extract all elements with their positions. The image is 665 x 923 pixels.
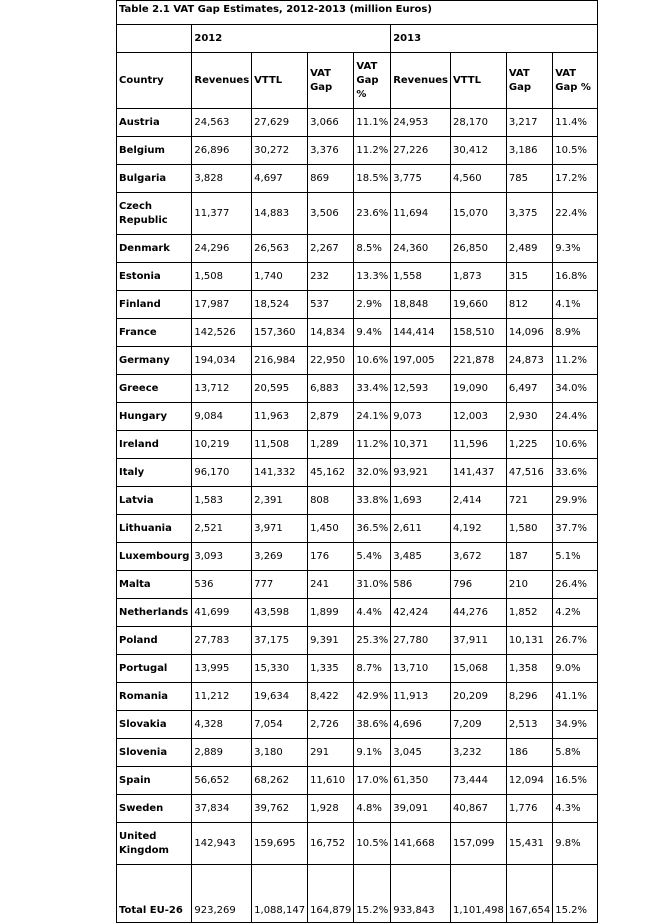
year-header-2012: 2012 — [192, 25, 391, 53]
table-row — [117, 543, 598, 571]
cell-country: Portugal — [117, 655, 192, 683]
cell-vat-gap-pct-2012: 31.0% — [354, 571, 391, 599]
cell-vat-gap-2013: 315 — [506, 263, 552, 291]
cell-vat-gap-2012: 16,752 — [308, 823, 354, 865]
cell-vat-gap-pct-2013: 33.6% — [553, 459, 598, 487]
cell-vat-gap-2012: 1,928 — [308, 795, 354, 823]
cell-vttl-2013: 4,560 — [450, 165, 506, 193]
cell-vttl-2012: 30,272 — [252, 137, 308, 165]
cell-vat-gap-2012: 1,289 — [308, 431, 354, 459]
cell-country: Greece — [117, 375, 192, 403]
cell-country: Lithuania — [117, 515, 192, 543]
cell-revenues-2013: 3,775 — [391, 165, 451, 193]
cell-vttl-2012: 141,332 — [252, 459, 308, 487]
cell-vat-gap-2013: 12,094 — [506, 767, 552, 795]
cell-vat-gap-2012: 291 — [308, 739, 354, 767]
cell-vttl-2013: 3,672 — [450, 543, 506, 571]
cell-vat-gap-pct-2012: 9.1% — [354, 739, 391, 767]
cell-revenues-2013: 3,045 — [391, 739, 451, 767]
table-row — [117, 655, 598, 683]
cell-vttl-2013: 15,070 — [450, 193, 506, 235]
cell-vat-gap-pct-2012: 10.6% — [354, 347, 391, 375]
cell-revenues-2013: 144,414 — [391, 319, 451, 347]
cell-vttl-2012: 4,697 — [252, 165, 308, 193]
year-header-2013: 2013 — [391, 25, 598, 53]
cell-vat-gap-pct-2013: 11.4% — [553, 109, 598, 137]
cell-revenues-2012: 56,652 — [192, 767, 252, 795]
cell-vttl-2012: 37,175 — [252, 627, 308, 655]
cell-vat-gap-pct-2012: 36.5% — [354, 515, 391, 543]
cell-vat-gap-pct-2013: 17.2% — [553, 165, 598, 193]
cell-country: France — [117, 319, 192, 347]
cell-vat-gap-pct-2013: 37.7% — [553, 515, 598, 543]
cell-vttl-2012: 43,598 — [252, 599, 308, 627]
cell-vat-gap-pct-2013: 29.9% — [553, 487, 598, 515]
cell-vat-gap-pct-2012: 8.5% — [354, 235, 391, 263]
cell-vttl-2012: 14,883 — [252, 193, 308, 235]
cell-revenues-2013: 27,226 — [391, 137, 451, 165]
cell-vat-gap-pct-2013: 16.8% — [553, 263, 598, 291]
cell-revenues-2012: 4,328 — [192, 711, 252, 739]
cell-vat-gap-pct-2013: 16.5% — [553, 767, 598, 795]
cell-vat-gap-2013: 2,489 — [506, 235, 552, 263]
cell-revenues-2013: 1,558 — [391, 263, 451, 291]
cell-vttl-2012: 11,963 — [252, 403, 308, 431]
cell-vat-gap-pct-2012: 9.4% — [354, 319, 391, 347]
cell-vttl-2012: 159,695 — [252, 823, 308, 865]
cell-vttl-2013: 158,510 — [450, 319, 506, 347]
cell-vat-gap-pct-2013: 10.5% — [553, 137, 598, 165]
cell-revenues-2012: 96,170 — [192, 459, 252, 487]
cell-country: Latvia — [117, 487, 192, 515]
total-vttl-2012: 1,088,147 — [252, 865, 308, 923]
cell-revenues-2012: 10,219 — [192, 431, 252, 459]
cell-country: Slovakia — [117, 711, 192, 739]
cell-vttl-2012: 2,391 — [252, 487, 308, 515]
cell-vat-gap-2013: 14,096 — [506, 319, 552, 347]
cell-vat-gap-2012: 1,450 — [308, 515, 354, 543]
table-row — [117, 627, 598, 655]
cell-vat-gap-2012: 2,726 — [308, 711, 354, 739]
cell-vat-gap-pct-2012: 17.0% — [354, 767, 391, 795]
cell-vat-gap-pct-2013: 34.9% — [553, 711, 598, 739]
table-row — [117, 291, 598, 319]
cell-vat-gap-pct-2012: 13.3% — [354, 263, 391, 291]
table-row — [117, 109, 598, 137]
cell-vttl-2012: 7,054 — [252, 711, 308, 739]
cell-vttl-2012: 1,740 — [252, 263, 308, 291]
cell-vat-gap-2012: 3,506 — [308, 193, 354, 235]
cell-country: Romania — [117, 683, 192, 711]
cell-vat-gap-pct-2013: 4.2% — [553, 599, 598, 627]
cell-country: Finland — [117, 291, 192, 319]
cell-vttl-2013: 141,437 — [450, 459, 506, 487]
cell-country: Czech Republic — [117, 193, 192, 235]
cell-vat-gap-2013: 1,225 — [506, 431, 552, 459]
table-row — [117, 599, 598, 627]
cell-vttl-2013: 7,209 — [450, 711, 506, 739]
cell-vttl-2012: 19,634 — [252, 683, 308, 711]
cell-vat-gap-pct-2012: 8.7% — [354, 655, 391, 683]
cell-vat-gap-2013: 1,852 — [506, 599, 552, 627]
cell-revenues-2013: 4,696 — [391, 711, 451, 739]
cell-vat-gap-pct-2013: 22.4% — [553, 193, 598, 235]
cell-vat-gap-pct-2012: 11.2% — [354, 431, 391, 459]
cell-revenues-2012: 2,889 — [192, 739, 252, 767]
header-vttl-2013: VTTL — [450, 53, 506, 109]
cell-vat-gap-2012: 537 — [308, 291, 354, 319]
cell-vat-gap-pct-2013: 8.9% — [553, 319, 598, 347]
total-row — [117, 865, 598, 923]
cell-country: Belgium — [117, 137, 192, 165]
cell-vat-gap-pct-2012: 24.1% — [354, 403, 391, 431]
cell-vat-gap-2012: 3,376 — [308, 137, 354, 165]
table-row — [117, 515, 598, 543]
table-title: Table 2.1 VAT Gap Estimates, 2012-2013 (million Euros) — [117, 1, 598, 25]
cell-vat-gap-pct-2012: 4.4% — [354, 599, 391, 627]
table-row — [117, 165, 598, 193]
cell-revenues-2013: 141,668 — [391, 823, 451, 865]
cell-vttl-2013: 3,232 — [450, 739, 506, 767]
cell-revenues-2012: 2,521 — [192, 515, 252, 543]
cell-revenues-2013: 42,424 — [391, 599, 451, 627]
cell-revenues-2013: 11,694 — [391, 193, 451, 235]
cell-vat-gap-pct-2012: 32.0% — [354, 459, 391, 487]
cell-vttl-2013: 28,170 — [450, 109, 506, 137]
cell-vat-gap-2012: 14,834 — [308, 319, 354, 347]
cell-country: Denmark — [117, 235, 192, 263]
cell-vat-gap-pct-2012: 33.4% — [354, 375, 391, 403]
table-row — [117, 263, 598, 291]
cell-vat-gap-2012: 8,422 — [308, 683, 354, 711]
cell-country: Germany — [117, 347, 192, 375]
cell-vat-gap-pct-2013: 9.3% — [553, 235, 598, 263]
cell-vttl-2013: 12,003 — [450, 403, 506, 431]
cell-vttl-2012: 39,762 — [252, 795, 308, 823]
cell-revenues-2012: 142,526 — [192, 319, 252, 347]
cell-vat-gap-2013: 47,516 — [506, 459, 552, 487]
cell-vat-gap-pct-2012: 10.5% — [354, 823, 391, 865]
cell-revenues-2012: 37,834 — [192, 795, 252, 823]
cell-revenues-2013: 13,710 — [391, 655, 451, 683]
cell-vat-gap-2013: 8,296 — [506, 683, 552, 711]
cell-revenues-2013: 27,780 — [391, 627, 451, 655]
cell-vat-gap-2012: 11,610 — [308, 767, 354, 795]
cell-vat-gap-pct-2013: 5.8% — [553, 739, 598, 767]
cell-revenues-2012: 27,783 — [192, 627, 252, 655]
table-row — [117, 319, 598, 347]
cell-vttl-2012: 18,524 — [252, 291, 308, 319]
cell-vttl-2013: 26,850 — [450, 235, 506, 263]
cell-revenues-2013: 197,005 — [391, 347, 451, 375]
cell-vttl-2013: 73,444 — [450, 767, 506, 795]
cell-vat-gap-pct-2013: 26.4% — [553, 571, 598, 599]
cell-country: Ireland — [117, 431, 192, 459]
table-row — [117, 711, 598, 739]
cell-vat-gap-pct-2013: 24.4% — [553, 403, 598, 431]
cell-vat-gap-pct-2012: 4.8% — [354, 795, 391, 823]
cell-revenues-2012: 1,508 — [192, 263, 252, 291]
cell-vttl-2012: 3,269 — [252, 543, 308, 571]
cell-vttl-2013: 19,660 — [450, 291, 506, 319]
cell-vat-gap-2013: 186 — [506, 739, 552, 767]
cell-revenues-2012: 24,296 — [192, 235, 252, 263]
cell-country: Austria — [117, 109, 192, 137]
total-vttl-2013: 1,101,498 — [450, 865, 506, 923]
vat-gap-table — [116, 0, 598, 923]
cell-vat-gap-2012: 2,879 — [308, 403, 354, 431]
cell-vat-gap-2013: 1,580 — [506, 515, 552, 543]
table-row — [117, 459, 598, 487]
cell-country: Poland — [117, 627, 192, 655]
table-row — [117, 795, 598, 823]
cell-revenues-2013: 61,350 — [391, 767, 451, 795]
table-row — [117, 375, 598, 403]
cell-vttl-2012: 11,508 — [252, 431, 308, 459]
cell-vat-gap-pct-2013: 11.2% — [553, 347, 598, 375]
header-country: Country — [117, 53, 192, 109]
cell-revenues-2012: 26,896 — [192, 137, 252, 165]
cell-vttl-2013: 11,596 — [450, 431, 506, 459]
cell-vttl-2012: 777 — [252, 571, 308, 599]
cell-revenues-2012: 3,828 — [192, 165, 252, 193]
cell-revenues-2013: 586 — [391, 571, 451, 599]
cell-vat-gap-2012: 45,162 — [308, 459, 354, 487]
cell-vttl-2013: 1,873 — [450, 263, 506, 291]
cell-vttl-2013: 221,878 — [450, 347, 506, 375]
total-vat-gap-pct-2012: 15.2% — [354, 865, 391, 923]
cell-vat-gap-2012: 3,066 — [308, 109, 354, 137]
table-row — [117, 431, 598, 459]
cell-revenues-2012: 9,084 — [192, 403, 252, 431]
cell-vat-gap-2013: 1,358 — [506, 655, 552, 683]
cell-country: Malta — [117, 571, 192, 599]
cell-vttl-2012: 157,360 — [252, 319, 308, 347]
header-vttl-2012: VTTL — [252, 53, 308, 109]
cell-vat-gap-2013: 2,930 — [506, 403, 552, 431]
cell-vat-gap-2012: 241 — [308, 571, 354, 599]
cell-vat-gap-2012: 232 — [308, 263, 354, 291]
table-row — [117, 767, 598, 795]
cell-revenues-2013: 2,611 — [391, 515, 451, 543]
cell-country: Netherlands — [117, 599, 192, 627]
cell-revenues-2013: 9,073 — [391, 403, 451, 431]
cell-vat-gap-pct-2013: 4.3% — [553, 795, 598, 823]
cell-revenues-2012: 536 — [192, 571, 252, 599]
cell-vat-gap-2013: 15,431 — [506, 823, 552, 865]
cell-revenues-2013: 24,360 — [391, 235, 451, 263]
table-row — [117, 235, 598, 263]
header-revenues-2013: Revenues — [391, 53, 451, 109]
table-row — [117, 571, 598, 599]
cell-revenues-2013: 18,848 — [391, 291, 451, 319]
cell-revenues-2012: 17,987 — [192, 291, 252, 319]
cell-vat-gap-2013: 3,375 — [506, 193, 552, 235]
cell-vttl-2013: 15,068 — [450, 655, 506, 683]
header-vat-gap-pct-2012: VAT Gap % — [354, 53, 391, 109]
year-spacer — [117, 25, 192, 53]
cell-vttl-2013: 37,911 — [450, 627, 506, 655]
cell-revenues-2013: 12,593 — [391, 375, 451, 403]
cell-vat-gap-2013: 1,776 — [506, 795, 552, 823]
cell-vat-gap-2013: 24,873 — [506, 347, 552, 375]
cell-vttl-2013: 796 — [450, 571, 506, 599]
cell-vat-gap-pct-2013: 9.0% — [553, 655, 598, 683]
total-vat-gap-2013: 167,654 — [506, 865, 552, 923]
cell-revenues-2012: 142,943 — [192, 823, 252, 865]
header-revenues-2012: Revenues — [192, 53, 252, 109]
cell-country: Bulgaria — [117, 165, 192, 193]
cell-vat-gap-2013: 187 — [506, 543, 552, 571]
cell-vat-gap-pct-2013: 5.1% — [553, 543, 598, 571]
cell-country: Estonia — [117, 263, 192, 291]
total-country: Total EU-26 — [117, 865, 192, 923]
cell-vat-gap-2012: 808 — [308, 487, 354, 515]
cell-revenues-2012: 11,212 — [192, 683, 252, 711]
table-container — [116, 0, 598, 923]
total-vat-gap-pct-2013: 15.2% — [553, 865, 598, 923]
cell-vat-gap-2012: 9,391 — [308, 627, 354, 655]
cell-vttl-2012: 20,595 — [252, 375, 308, 403]
cell-vat-gap-2013: 3,217 — [506, 109, 552, 137]
cell-vat-gap-2012: 22,950 — [308, 347, 354, 375]
cell-vttl-2013: 2,414 — [450, 487, 506, 515]
table-row — [117, 487, 598, 515]
cell-vttl-2013: 20,209 — [450, 683, 506, 711]
cell-vat-gap-2013: 6,497 — [506, 375, 552, 403]
table-row — [117, 347, 598, 375]
cell-vttl-2013: 4,192 — [450, 515, 506, 543]
table-row — [117, 823, 598, 865]
cell-vat-gap-2013: 3,186 — [506, 137, 552, 165]
cell-vat-gap-pct-2013: 9.8% — [553, 823, 598, 865]
cell-vat-gap-pct-2012: 11.1% — [354, 109, 391, 137]
cell-vat-gap-pct-2012: 33.8% — [354, 487, 391, 515]
cell-revenues-2013: 24,953 — [391, 109, 451, 137]
cell-vat-gap-2012: 176 — [308, 543, 354, 571]
cell-revenues-2012: 3,093 — [192, 543, 252, 571]
cell-country: United Kingdom — [117, 823, 192, 865]
cell-vat-gap-2013: 785 — [506, 165, 552, 193]
cell-vat-gap-2012: 6,883 — [308, 375, 354, 403]
header-vat-gap-2012: VAT Gap — [308, 53, 354, 109]
cell-vttl-2012: 27,629 — [252, 109, 308, 137]
cell-vttl-2012: 3,971 — [252, 515, 308, 543]
cell-revenues-2012: 24,563 — [192, 109, 252, 137]
cell-vat-gap-pct-2012: 11.2% — [354, 137, 391, 165]
cell-vttl-2013: 30,412 — [450, 137, 506, 165]
cell-revenues-2013: 1,693 — [391, 487, 451, 515]
cell-vat-gap-2013: 721 — [506, 487, 552, 515]
cell-vat-gap-pct-2013: 34.0% — [553, 375, 598, 403]
table-row — [117, 137, 598, 165]
cell-vat-gap-pct-2012: 38.6% — [354, 711, 391, 739]
total-revenues-2013: 933,843 — [391, 865, 451, 923]
total-revenues-2012: 923,269 — [192, 865, 252, 923]
cell-revenues-2012: 13,995 — [192, 655, 252, 683]
cell-vat-gap-2012: 1,335 — [308, 655, 354, 683]
cell-vttl-2013: 40,867 — [450, 795, 506, 823]
cell-revenues-2013: 11,913 — [391, 683, 451, 711]
cell-vat-gap-2013: 210 — [506, 571, 552, 599]
cell-country: Luxembourg — [117, 543, 192, 571]
cell-revenues-2013: 93,921 — [391, 459, 451, 487]
cell-revenues-2012: 13,712 — [192, 375, 252, 403]
cell-revenues-2012: 194,034 — [192, 347, 252, 375]
cell-vat-gap-pct-2012: 2.9% — [354, 291, 391, 319]
cell-vat-gap-2013: 812 — [506, 291, 552, 319]
cell-vat-gap-pct-2012: 25.3% — [354, 627, 391, 655]
cell-vat-gap-pct-2013: 4.1% — [553, 291, 598, 319]
cell-vat-gap-pct-2012: 5.4% — [354, 543, 391, 571]
header-vat-gap-pct-2013: VAT Gap % — [553, 53, 598, 109]
cell-vttl-2012: 3,180 — [252, 739, 308, 767]
table-row — [117, 739, 598, 767]
table-row — [117, 403, 598, 431]
cell-vat-gap-2013: 2,513 — [506, 711, 552, 739]
cell-vat-gap-2013: 10,131 — [506, 627, 552, 655]
cell-vat-gap-pct-2013: 41.1% — [553, 683, 598, 711]
cell-vttl-2013: 157,099 — [450, 823, 506, 865]
cell-revenues-2012: 11,377 — [192, 193, 252, 235]
cell-vttl-2013: 19,090 — [450, 375, 506, 403]
cell-vat-gap-pct-2012: 18.5% — [354, 165, 391, 193]
cell-revenues-2013: 10,371 — [391, 431, 451, 459]
total-vat-gap-2012: 164,879 — [308, 865, 354, 923]
cell-vttl-2012: 26,563 — [252, 235, 308, 263]
header-vat-gap-2013: VAT Gap — [506, 53, 552, 109]
cell-vttl-2012: 68,262 — [252, 767, 308, 795]
cell-vat-gap-pct-2012: 23.6% — [354, 193, 391, 235]
cell-vttl-2012: 216,984 — [252, 347, 308, 375]
cell-country: Slovenia — [117, 739, 192, 767]
cell-vat-gap-pct-2013: 26.7% — [553, 627, 598, 655]
cell-vat-gap-2012: 869 — [308, 165, 354, 193]
table-row — [117, 683, 598, 711]
cell-vttl-2013: 44,276 — [450, 599, 506, 627]
cell-vat-gap-pct-2013: 10.6% — [553, 431, 598, 459]
cell-revenues-2012: 41,699 — [192, 599, 252, 627]
cell-country: Spain — [117, 767, 192, 795]
cell-revenues-2013: 3,485 — [391, 543, 451, 571]
cell-vat-gap-pct-2012: 42.9% — [354, 683, 391, 711]
cell-country: Italy — [117, 459, 192, 487]
cell-vat-gap-2012: 1,899 — [308, 599, 354, 627]
cell-vttl-2012: 15,330 — [252, 655, 308, 683]
cell-vat-gap-2012: 2,267 — [308, 235, 354, 263]
cell-country: Hungary — [117, 403, 192, 431]
cell-revenues-2013: 39,091 — [391, 795, 451, 823]
cell-revenues-2012: 1,583 — [192, 487, 252, 515]
table-row — [117, 193, 598, 235]
cell-country: Sweden — [117, 795, 192, 823]
